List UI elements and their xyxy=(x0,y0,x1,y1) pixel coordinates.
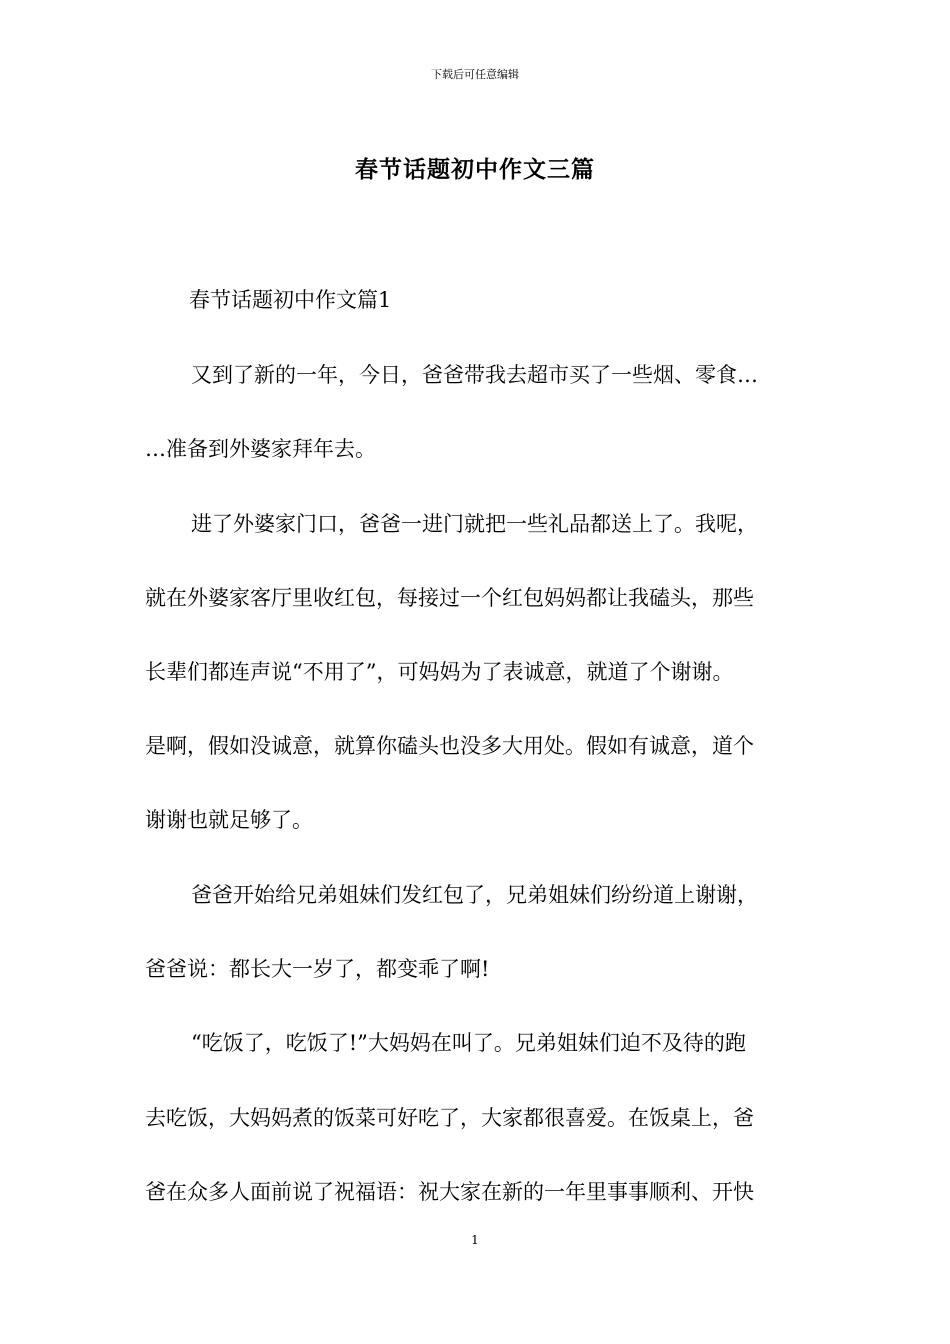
paragraph-line: 就在外婆家客厅里收红包，每接过一个红包妈妈都让我磕头，那些 xyxy=(145,586,754,610)
paragraph-line: 爸爸说：都长大一岁了，都变乖了啊! xyxy=(145,957,490,981)
paragraph-line: 爸爸开始给兄弟姐妹们发红包了，兄弟姐妹们纷纷道上谢谢， xyxy=(191,883,758,907)
paragraph-line: 长辈们都连声说“不用了”，可妈妈为了表诚意，就道了个谢谢。 xyxy=(145,660,734,684)
essay-heading: 春节话题初中作文篇1 xyxy=(189,288,392,312)
page-number: 1 xyxy=(471,1233,479,1247)
paragraph-line: “吃饭了，吃饭了!”大妈妈在叫了。兄弟姐妹们迫不及待的跑 xyxy=(191,1031,746,1055)
paragraph-line: …准备到外婆家拜年去。 xyxy=(145,437,376,461)
header-note: 下载后可任意编辑 xyxy=(431,68,519,81)
paragraph-line: 又到了新的一年，今日，爸爸带我去超市买了一些烟、零食… xyxy=(191,363,758,387)
paragraph-line: 去吃饭，大妈妈煮的饭菜可好吃了，大家都很喜爱。在饭桌上，爸 xyxy=(145,1106,754,1130)
paragraph-line: 进了外婆家门口，爸爸一进门就把一些礼品都送上了。我呢， xyxy=(191,512,758,536)
paragraph-line: 谢谢也就足够了。 xyxy=(145,808,313,832)
paragraph-line: 爸在众多人面前说了祝福语：祝大家在新的一年里事事顺利、开快 xyxy=(145,1180,754,1204)
paragraph-line: 是啊，假如没诚意，就算你磕头也没多大用处。假如有诚意，道个 xyxy=(145,734,754,758)
document-title: 春节话题初中作文三篇 xyxy=(355,156,595,183)
